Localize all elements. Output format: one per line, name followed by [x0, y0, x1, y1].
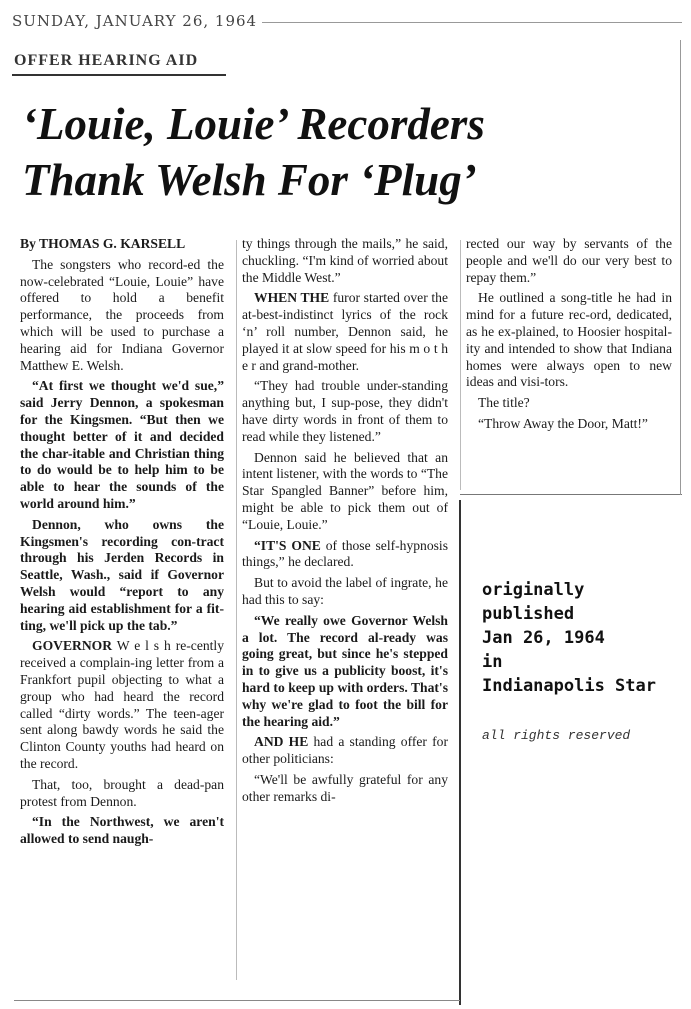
publication-note — [482, 578, 656, 698]
paragraph-text: of those self-hypnosis things,” he declared. — [242, 537, 448, 570]
paragraph: The title? — [478, 395, 530, 411]
paragraph: That, too, brought a dead-pan protest from Dennon. — [20, 776, 224, 809]
paragraph-lead: “IT'S ONE — [254, 537, 321, 553]
paragraph-lead: AND HE — [254, 734, 309, 750]
paragraph: “In the Northwest, we aren't allowed to send naugh- — [20, 814, 224, 847]
box-rule — [459, 500, 461, 1005]
byline: By THOMAS G. KARSELL — [20, 236, 186, 251]
paragraph: “They had trouble under-standing anything but, I sup-pose, they didn't have dirty words in front of them to read while they listened.” — [242, 378, 448, 444]
paragraph — [242, 290, 448, 374]
note-line: in — [482, 652, 503, 672]
paragraph — [242, 734, 448, 768]
paragraph-lead: WHEN THE — [254, 290, 330, 306]
paragraph-text: had a standing offer for other politicians: — [242, 734, 449, 767]
paragraph-text: W e l s h re-cently received a complain-ing letter from a Frankfort pupil objecting to what a group who had heard the record called “dirty words.” The teen-ager sent along bawdy words he said the Clinton County youths had heard on the record. — [20, 638, 224, 771]
paragraph: Dennon said he believed that an intent listener, with the words to “The Star Spangled Banner” before him, might be able to pick them out of “Louie, Louie.” — [242, 449, 448, 532]
note-line: published — [482, 604, 575, 624]
paragraph: He outlined a song-title he had in mind for a future rec-ord, dedicated, as he ex-plained, to Hoosier hospital-ity and intended to show that Indiana homes were always open to new ideas and visi-tors. — [466, 290, 672, 390]
bottom-rule — [14, 1000, 460, 1001]
note-line: originally — [482, 580, 585, 600]
article-column-2 — [242, 236, 448, 810]
dateline-rule — [262, 22, 682, 23]
kicker: OFFER HEARING AID — [14, 52, 199, 69]
dateline: SUNDAY, JANUARY 26, 1964 — [12, 12, 258, 30]
paragraph: “We really owe Governor Welsh a lot. The record al-ready was going great, but since he's stepped in to give us a publicity boost, it's hard to keep up with orders. That's why we're glad to foot the bill for the hearing aid.” — [242, 612, 448, 729]
paragraph-lead: GOVERNOR — [32, 638, 113, 654]
paragraph: ty things through the mails,” he said, chuckling. “I'm kind of worried about the Middle West.” — [242, 236, 448, 285]
paragraph: “We'll be awfully grateful for any other remarks di- — [242, 771, 448, 804]
paragraph: The songsters who record-ed the now-celebrated “Louie, Louie” have offered to hold a benefit performance, the proceeds from which will be used to purchase a hearing aid for Indiana Governor Matthew E. Welsh. — [20, 256, 224, 373]
paragraph: “At first we thought we'd sue,” said Jerry Dennon, a spokesman for the Kingsmen. “But then we thought better of it and decided the char-itable and Christian thing to do would be to help him to be able to hear the sounds of the world around him.” — [20, 378, 224, 511]
column-rule — [236, 240, 237, 980]
column-rule — [460, 240, 461, 490]
article-column-3 — [466, 236, 672, 437]
paragraph: Dennon, who owns the Kingsmen's recording con-tract through his Jerden Records in Seattle, Wash., said if Governor Welsh would “report to any hearing aid establishment for a fit-ting, we'll pick up the tab.” — [20, 516, 224, 633]
paragraph — [20, 638, 224, 772]
note-line: Indianapolis Star — [482, 676, 656, 696]
note-line: Jan 26, 1964 — [482, 628, 605, 648]
kicker-rule — [12, 74, 226, 76]
article-column-1 — [20, 236, 224, 852]
headline-line-2: Thank Welsh For ‘Plug’ — [22, 155, 477, 205]
paragraph: rected our way by servants of the people and we'll do our very best to repay them.” — [466, 236, 672, 285]
box-rule — [460, 494, 682, 495]
paragraph: But to avoid the label of ingrate, he had this to say: — [242, 575, 448, 607]
paragraph: “Throw Away the Door, Matt!” — [478, 415, 648, 431]
headline-line-1: ‘Louie, Louie’ Recorders — [22, 99, 485, 149]
headline — [22, 96, 672, 208]
paragraph-text: furor started over the at-best-indistinct lyrics of the rock ‘n’ roll number, Dennon said, he played it at slow speed for his m o t h e r and grand-mother. — [242, 290, 448, 373]
box-rule — [680, 40, 681, 495]
paragraph — [242, 538, 448, 572]
rights-notice: all rights reserved — [482, 728, 631, 743]
